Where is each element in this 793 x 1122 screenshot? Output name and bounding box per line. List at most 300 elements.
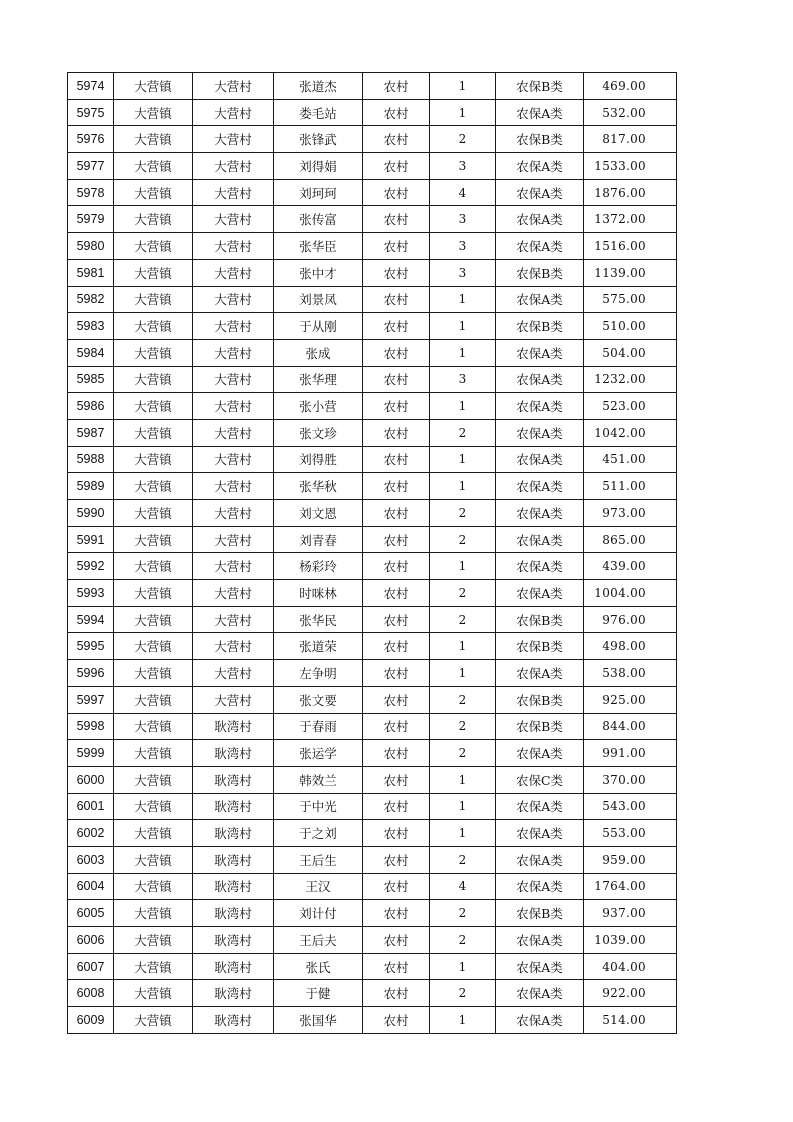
household-count-cell: 2 (430, 900, 496, 927)
id-cell: 5980 (68, 233, 114, 260)
town-cell: 大营镇 (114, 339, 193, 366)
town-cell: 大营镇 (114, 953, 193, 980)
village-cell: 大营村 (193, 233, 274, 260)
town-cell: 大营镇 (114, 873, 193, 900)
table-row (68, 1007, 677, 1034)
area-type-cell: 农村 (363, 73, 430, 100)
household-count-cell: 3 (430, 259, 496, 286)
area-type-cell: 农村 (363, 980, 430, 1007)
household-count-cell: 2 (430, 526, 496, 553)
category-cell: 农保A类 (496, 393, 584, 420)
table-row (68, 953, 677, 980)
id-cell: 5999 (68, 740, 114, 767)
amount-cell: 510.00 (584, 313, 677, 340)
area-type-cell: 农村 (363, 339, 430, 366)
id-cell: 5982 (68, 286, 114, 313)
village-cell: 耿湾村 (193, 820, 274, 847)
id-cell: 6008 (68, 980, 114, 1007)
household-count-cell: 2 (430, 126, 496, 153)
village-cell: 大营村 (193, 73, 274, 100)
name-cell: 杨彩玲 (274, 553, 363, 580)
table-row (68, 73, 677, 100)
table-row (68, 740, 677, 767)
name-cell: 时咪林 (274, 580, 363, 607)
household-count-cell: 1 (430, 553, 496, 580)
household-count-cell: 1 (430, 473, 496, 500)
amount-cell: 469.00 (584, 73, 677, 100)
category-cell: 农保A类 (496, 1007, 584, 1034)
village-cell: 大营村 (193, 339, 274, 366)
village-cell: 耿湾村 (193, 793, 274, 820)
town-cell: 大营镇 (114, 259, 193, 286)
area-type-cell: 农村 (363, 820, 430, 847)
name-cell: 刘得娟 (274, 153, 363, 180)
amount-cell: 991.00 (584, 740, 677, 767)
town-cell: 大营镇 (114, 126, 193, 153)
village-cell: 耿湾村 (193, 927, 274, 954)
category-cell: 农保A类 (496, 206, 584, 233)
amount-cell: 1232.00 (584, 366, 677, 393)
amount-cell: 451.00 (584, 446, 677, 473)
id-cell: 5989 (68, 473, 114, 500)
household-count-cell: 2 (430, 686, 496, 713)
id-cell: 5990 (68, 500, 114, 527)
name-cell: 刘景凤 (274, 286, 363, 313)
id-cell: 6006 (68, 927, 114, 954)
amount-cell: 553.00 (584, 820, 677, 847)
household-count-cell: 2 (430, 980, 496, 1007)
category-cell: 农保B类 (496, 686, 584, 713)
village-cell: 耿湾村 (193, 1007, 274, 1034)
name-cell: 张文要 (274, 686, 363, 713)
name-cell: 张传富 (274, 206, 363, 233)
town-cell: 大营镇 (114, 1007, 193, 1034)
table-row (68, 206, 677, 233)
category-cell: 农保A类 (496, 286, 584, 313)
village-cell: 耿湾村 (193, 846, 274, 873)
household-count-cell: 1 (430, 286, 496, 313)
amount-cell: 937.00 (584, 900, 677, 927)
id-cell: 5978 (68, 179, 114, 206)
id-cell: 5994 (68, 606, 114, 633)
amount-cell: 959.00 (584, 846, 677, 873)
table-row (68, 686, 677, 713)
village-cell: 耿湾村 (193, 766, 274, 793)
name-cell: 于中光 (274, 793, 363, 820)
household-count-cell: 1 (430, 660, 496, 687)
household-count-cell: 2 (430, 927, 496, 954)
name-cell: 张道荣 (274, 633, 363, 660)
household-count-cell: 1 (430, 953, 496, 980)
town-cell: 大营镇 (114, 73, 193, 100)
household-count-cell: 1 (430, 99, 496, 126)
village-cell: 大营村 (193, 553, 274, 580)
amount-cell: 1372.00 (584, 206, 677, 233)
category-cell: 农保A类 (496, 953, 584, 980)
household-count-cell: 1 (430, 393, 496, 420)
amount-cell: 370.00 (584, 766, 677, 793)
id-cell: 5996 (68, 660, 114, 687)
household-count-cell: 1 (430, 766, 496, 793)
table-row (68, 419, 677, 446)
table-body (68, 73, 677, 1034)
id-cell: 5981 (68, 259, 114, 286)
table-row (68, 980, 677, 1007)
household-count-cell: 2 (430, 606, 496, 633)
amount-cell: 844.00 (584, 713, 677, 740)
category-cell: 农保B类 (496, 633, 584, 660)
id-cell: 5977 (68, 153, 114, 180)
name-cell: 左争明 (274, 660, 363, 687)
id-cell: 6001 (68, 793, 114, 820)
table-row (68, 286, 677, 313)
household-count-cell: 1 (430, 446, 496, 473)
name-cell: 张小营 (274, 393, 363, 420)
table-row (68, 179, 677, 206)
amount-cell: 1039.00 (584, 927, 677, 954)
town-cell: 大营镇 (114, 286, 193, 313)
area-type-cell: 农村 (363, 153, 430, 180)
village-cell: 大营村 (193, 419, 274, 446)
name-cell: 刘计付 (274, 900, 363, 927)
area-type-cell: 农村 (363, 99, 430, 126)
village-cell: 大营村 (193, 206, 274, 233)
name-cell: 于春雨 (274, 713, 363, 740)
area-type-cell: 农村 (363, 259, 430, 286)
id-cell: 5995 (68, 633, 114, 660)
name-cell: 韩效兰 (274, 766, 363, 793)
village-cell: 大营村 (193, 500, 274, 527)
table-row (68, 846, 677, 873)
town-cell: 大营镇 (114, 766, 193, 793)
table-row (68, 553, 677, 580)
village-cell: 大营村 (193, 99, 274, 126)
table-row (68, 580, 677, 607)
name-cell: 张华秋 (274, 473, 363, 500)
amount-cell: 523.00 (584, 393, 677, 420)
category-cell: 农保B类 (496, 126, 584, 153)
category-cell: 农保A类 (496, 927, 584, 954)
area-type-cell: 农村 (363, 927, 430, 954)
category-cell: 农保B类 (496, 606, 584, 633)
id-cell: 5997 (68, 686, 114, 713)
category-cell: 农保C类 (496, 766, 584, 793)
town-cell: 大营镇 (114, 206, 193, 233)
village-cell: 大营村 (193, 686, 274, 713)
name-cell: 张国华 (274, 1007, 363, 1034)
category-cell: 农保A类 (496, 419, 584, 446)
area-type-cell: 农村 (363, 713, 430, 740)
area-type-cell: 农村 (363, 206, 430, 233)
category-cell: 农保A类 (496, 820, 584, 847)
household-count-cell: 3 (430, 366, 496, 393)
table-row (68, 927, 677, 954)
id-cell: 5988 (68, 446, 114, 473)
household-count-cell: 1 (430, 339, 496, 366)
category-cell: 农保B类 (496, 713, 584, 740)
id-cell: 6000 (68, 766, 114, 793)
table-row (68, 473, 677, 500)
area-type-cell: 农村 (363, 766, 430, 793)
village-cell: 大营村 (193, 633, 274, 660)
table-row (68, 313, 677, 340)
id-cell: 6009 (68, 1007, 114, 1034)
table-row (68, 99, 677, 126)
amount-cell: 1533.00 (584, 153, 677, 180)
name-cell: 刘青春 (274, 526, 363, 553)
name-cell: 刘文恩 (274, 500, 363, 527)
id-cell: 6004 (68, 873, 114, 900)
area-type-cell: 农村 (363, 846, 430, 873)
name-cell: 张华臣 (274, 233, 363, 260)
name-cell: 张运学 (274, 740, 363, 767)
name-cell: 刘得胜 (274, 446, 363, 473)
id-cell: 6007 (68, 953, 114, 980)
town-cell: 大营镇 (114, 393, 193, 420)
household-count-cell: 1 (430, 313, 496, 340)
id-cell: 5986 (68, 393, 114, 420)
town-cell: 大营镇 (114, 900, 193, 927)
table-row (68, 633, 677, 660)
name-cell: 王后夫 (274, 927, 363, 954)
amount-cell: 511.00 (584, 473, 677, 500)
area-type-cell: 农村 (363, 740, 430, 767)
village-cell: 大营村 (193, 393, 274, 420)
town-cell: 大营镇 (114, 686, 193, 713)
amount-cell: 925.00 (584, 686, 677, 713)
name-cell: 张华民 (274, 606, 363, 633)
category-cell: 农保A类 (496, 873, 584, 900)
id-cell: 5974 (68, 73, 114, 100)
town-cell: 大营镇 (114, 633, 193, 660)
household-count-cell: 3 (430, 153, 496, 180)
area-type-cell: 农村 (363, 500, 430, 527)
area-type-cell: 农村 (363, 313, 430, 340)
town-cell: 大营镇 (114, 820, 193, 847)
town-cell: 大营镇 (114, 553, 193, 580)
id-cell: 5979 (68, 206, 114, 233)
category-cell: 农保A类 (496, 793, 584, 820)
category-cell: 农保A类 (496, 740, 584, 767)
amount-cell: 498.00 (584, 633, 677, 660)
town-cell: 大营镇 (114, 313, 193, 340)
town-cell: 大营镇 (114, 153, 193, 180)
table-row (68, 526, 677, 553)
village-cell: 大营村 (193, 446, 274, 473)
household-count-cell: 2 (430, 846, 496, 873)
area-type-cell: 农村 (363, 606, 430, 633)
area-type-cell: 农村 (363, 526, 430, 553)
name-cell: 于健 (274, 980, 363, 1007)
table-row (68, 446, 677, 473)
id-cell: 6003 (68, 846, 114, 873)
table-row (68, 820, 677, 847)
id-cell: 5991 (68, 526, 114, 553)
amount-cell: 404.00 (584, 953, 677, 980)
table-row (68, 339, 677, 366)
village-cell: 耿湾村 (193, 873, 274, 900)
name-cell: 张氏 (274, 953, 363, 980)
category-cell: 农保B类 (496, 259, 584, 286)
town-cell: 大营镇 (114, 446, 193, 473)
village-cell: 大营村 (193, 313, 274, 340)
table-row (68, 259, 677, 286)
amount-cell: 976.00 (584, 606, 677, 633)
town-cell: 大营镇 (114, 526, 193, 553)
category-cell: 农保A类 (496, 846, 584, 873)
amount-cell: 514.00 (584, 1007, 677, 1034)
name-cell: 张道杰 (274, 73, 363, 100)
area-type-cell: 农村 (363, 686, 430, 713)
name-cell: 于之刘 (274, 820, 363, 847)
id-cell: 5993 (68, 580, 114, 607)
category-cell: 农保A类 (496, 500, 584, 527)
amount-cell: 543.00 (584, 793, 677, 820)
town-cell: 大营镇 (114, 793, 193, 820)
household-count-cell: 4 (430, 873, 496, 900)
category-cell: 农保A类 (496, 660, 584, 687)
table-row (68, 126, 677, 153)
area-type-cell: 农村 (363, 419, 430, 446)
village-cell: 大营村 (193, 580, 274, 607)
category-cell: 农保B类 (496, 900, 584, 927)
id-cell: 5987 (68, 419, 114, 446)
area-type-cell: 农村 (363, 126, 430, 153)
table-row (68, 606, 677, 633)
town-cell: 大营镇 (114, 713, 193, 740)
amount-cell: 504.00 (584, 339, 677, 366)
town-cell: 大营镇 (114, 179, 193, 206)
village-cell: 大营村 (193, 606, 274, 633)
table-row (68, 766, 677, 793)
town-cell: 大营镇 (114, 473, 193, 500)
amount-cell: 538.00 (584, 660, 677, 687)
village-cell: 大营村 (193, 179, 274, 206)
household-count-cell: 1 (430, 1007, 496, 1034)
town-cell: 大营镇 (114, 606, 193, 633)
table-row (68, 153, 677, 180)
amount-cell: 439.00 (584, 553, 677, 580)
allowance-table (67, 72, 677, 1034)
household-count-cell: 1 (430, 793, 496, 820)
village-cell: 耿湾村 (193, 713, 274, 740)
id-cell: 6002 (68, 820, 114, 847)
table-row (68, 793, 677, 820)
town-cell: 大营镇 (114, 233, 193, 260)
village-cell: 大营村 (193, 153, 274, 180)
amount-cell: 973.00 (584, 500, 677, 527)
area-type-cell: 农村 (363, 286, 430, 313)
id-cell: 6005 (68, 900, 114, 927)
category-cell: 农保A类 (496, 446, 584, 473)
area-type-cell: 农村 (363, 793, 430, 820)
household-count-cell: 2 (430, 740, 496, 767)
town-cell: 大营镇 (114, 500, 193, 527)
village-cell: 耿湾村 (193, 900, 274, 927)
id-cell: 5975 (68, 99, 114, 126)
household-count-cell: 1 (430, 73, 496, 100)
town-cell: 大营镇 (114, 99, 193, 126)
area-type-cell: 农村 (363, 233, 430, 260)
category-cell: 农保A类 (496, 339, 584, 366)
household-count-cell: 2 (430, 500, 496, 527)
town-cell: 大营镇 (114, 419, 193, 446)
area-type-cell: 农村 (363, 1007, 430, 1034)
id-cell: 5985 (68, 366, 114, 393)
village-cell: 耿湾村 (193, 980, 274, 1007)
household-count-cell: 2 (430, 580, 496, 607)
amount-cell: 1004.00 (584, 580, 677, 607)
area-type-cell: 农村 (363, 446, 430, 473)
name-cell: 张锋武 (274, 126, 363, 153)
area-type-cell: 农村 (363, 580, 430, 607)
name-cell: 于从刚 (274, 313, 363, 340)
area-type-cell: 农村 (363, 473, 430, 500)
category-cell: 农保A类 (496, 99, 584, 126)
household-count-cell: 4 (430, 179, 496, 206)
table-row (68, 900, 677, 927)
amount-cell: 865.00 (584, 526, 677, 553)
town-cell: 大营镇 (114, 846, 193, 873)
town-cell: 大营镇 (114, 980, 193, 1007)
category-cell: 农保A类 (496, 366, 584, 393)
town-cell: 大营镇 (114, 660, 193, 687)
household-count-cell: 2 (430, 419, 496, 446)
amount-cell: 1042.00 (584, 419, 677, 446)
area-type-cell: 农村 (363, 633, 430, 660)
amount-cell: 1139.00 (584, 259, 677, 286)
amount-cell: 575.00 (584, 286, 677, 313)
area-type-cell: 农村 (363, 953, 430, 980)
town-cell: 大营镇 (114, 580, 193, 607)
name-cell: 王后生 (274, 846, 363, 873)
amount-cell: 1764.00 (584, 873, 677, 900)
table-row (68, 713, 677, 740)
name-cell: 张华理 (274, 366, 363, 393)
table-row (68, 660, 677, 687)
amount-cell: 922.00 (584, 980, 677, 1007)
household-count-cell: 1 (430, 820, 496, 847)
household-count-cell: 1 (430, 633, 496, 660)
area-type-cell: 农村 (363, 900, 430, 927)
village-cell: 大营村 (193, 660, 274, 687)
category-cell: 农保A类 (496, 580, 584, 607)
name-cell: 王汉 (274, 873, 363, 900)
village-cell: 大营村 (193, 526, 274, 553)
village-cell: 大营村 (193, 366, 274, 393)
household-count-cell: 3 (430, 233, 496, 260)
area-type-cell: 农村 (363, 179, 430, 206)
town-cell: 大营镇 (114, 927, 193, 954)
table-row (68, 233, 677, 260)
category-cell: 农保A类 (496, 526, 584, 553)
amount-cell: 817.00 (584, 126, 677, 153)
village-cell: 大营村 (193, 286, 274, 313)
category-cell: 农保B类 (496, 313, 584, 340)
area-type-cell: 农村 (363, 873, 430, 900)
table-row (68, 500, 677, 527)
area-type-cell: 农村 (363, 366, 430, 393)
id-cell: 5998 (68, 713, 114, 740)
category-cell: 农保A类 (496, 473, 584, 500)
id-cell: 5984 (68, 339, 114, 366)
name-cell: 张文珍 (274, 419, 363, 446)
amount-cell: 532.00 (584, 99, 677, 126)
category-cell: 农保A类 (496, 553, 584, 580)
category-cell: 农保A类 (496, 233, 584, 260)
household-count-cell: 3 (430, 206, 496, 233)
name-cell: 刘珂珂 (274, 179, 363, 206)
